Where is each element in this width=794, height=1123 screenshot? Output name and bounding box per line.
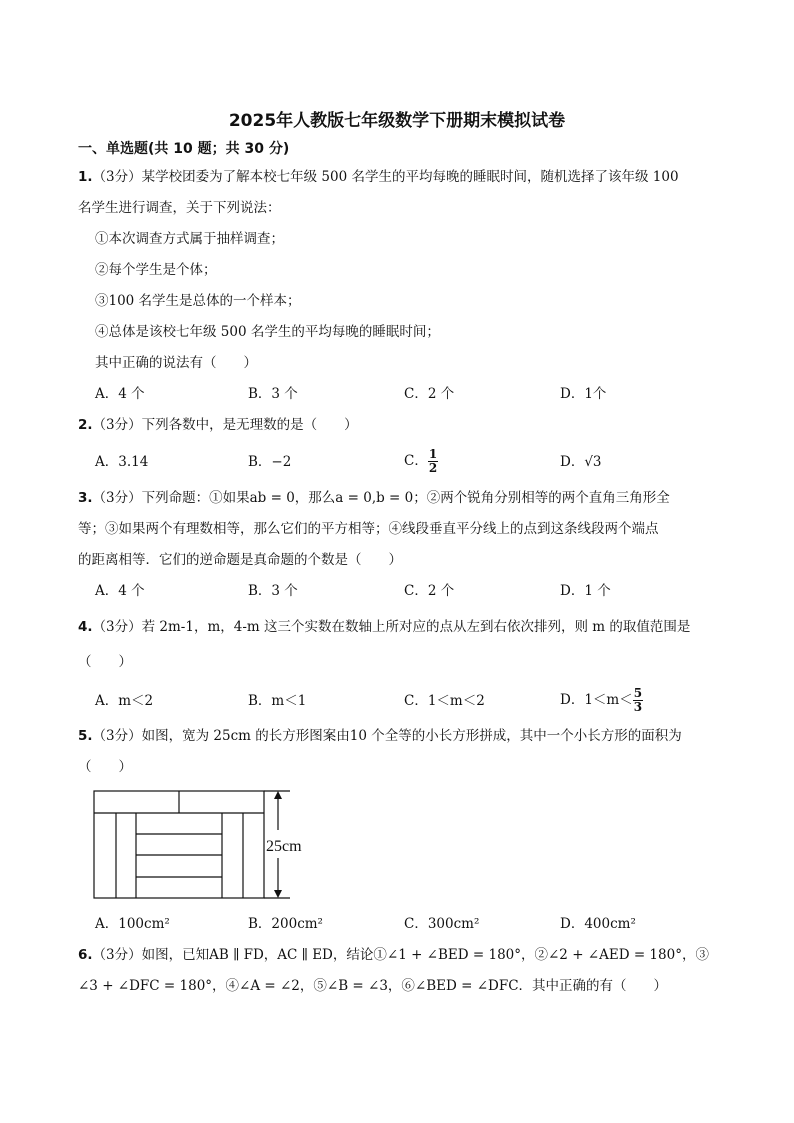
question-6-line-1: [78, 946, 709, 964]
question-4-line-1: [78, 618, 690, 636]
question-text: 如图，宽为 25cm 的长方形图案由10 个全等的小长方形拼成，其中一个小长方形的面积为: [141, 728, 682, 744]
question-5-line-2: （ ）: [78, 759, 132, 775]
question-2-stem: [78, 416, 358, 434]
question-1-ask: 其中正确的说法有（ ）: [95, 355, 257, 371]
question-3-line-2: 等；③如果两个有理数相等，那么它们的平方相等；④线段垂直平分线上的点到这条线段两个端点: [78, 521, 659, 537]
option-b[interactable]: B．3 个: [248, 583, 298, 599]
question-1-line-1: [78, 168, 679, 186]
option-label: D．1＜m＜: [560, 692, 633, 708]
dimension-label: 25cm: [266, 838, 302, 855]
question-score: （3分）: [92, 947, 142, 963]
arrow-down-icon: [274, 890, 282, 898]
fraction-denominator: 3: [633, 700, 643, 714]
section-heading: 一、单选题(共 10 题；共 30 分): [78, 141, 290, 157]
option-b[interactable]: B．−2: [248, 454, 292, 470]
question-1-statement-4: ④总体是该校七年级 500 名学生的平均每晚的睡眠时间；: [95, 324, 440, 340]
option-d[interactable]: D．400cm²: [560, 916, 636, 932]
fraction-denominator: 2: [428, 461, 438, 475]
option-c[interactable]: [404, 443, 438, 479]
page-title: 2025年人教版七年级数学下册期末模拟试卷: [228, 111, 566, 131]
option-d[interactable]: D．1个: [560, 386, 607, 402]
option-d[interactable]: D．√3: [560, 454, 602, 470]
question-number: 3.: [78, 490, 93, 506]
question-text: 若 2m-1，m，4-m 这三个实数在数轴上所对应的点从左到右依次排列，则 m 的取值范围是: [141, 619, 691, 635]
question-text: 某学校团委为了解本校七年级 500 名学生的平均每晚的睡眠时间，随机选择了该年级 100: [141, 169, 679, 185]
question-number: 6.: [78, 947, 93, 963]
question-number: 5.: [78, 728, 93, 744]
option-b[interactable]: B．200cm²: [248, 916, 323, 932]
option-d[interactable]: D．1 个: [560, 583, 611, 599]
question-5-line-1: [78, 727, 682, 745]
question-number: 2.: [78, 417, 93, 433]
option-c[interactable]: C．300cm²: [404, 916, 480, 932]
arrow-up-icon: [274, 791, 282, 799]
question-3-line-3: 的距离相等．它们的逆命题是真命题的个数是（ ）: [78, 552, 402, 568]
rectangle-figure: [90, 788, 330, 902]
question-1-statement-3: ③100 名学生是总体的一个样本；: [95, 293, 301, 309]
fraction-numerator: 5: [633, 686, 643, 700]
option-b[interactable]: B．m＜1: [248, 693, 307, 709]
option-a[interactable]: A．m＜2: [95, 693, 154, 709]
option-a[interactable]: A．3.14: [95, 454, 149, 470]
question-6-line-2: ∠3 + ∠DFC = 180°，④∠A = ∠2，⑤∠B = ∠3，⑥∠BED = ∠DFC．其中正确的有（ ）: [78, 978, 668, 994]
question-1-statement-2: ②每个学生是个体；: [95, 262, 217, 278]
question-score: （3分）: [92, 619, 142, 635]
question-number: 1.: [78, 169, 93, 185]
question-3-line-1: [78, 489, 670, 507]
option-c[interactable]: C．2 个: [404, 583, 455, 599]
question-1-statement-1: ①本次调查方式属于抽样调查；: [95, 231, 284, 247]
question-score: （3分）: [92, 417, 142, 433]
option-label: C．: [404, 453, 428, 469]
question-1-line-2: 名学生进行调查，关于下列说法：: [78, 200, 281, 216]
fraction-numerator: 1: [428, 447, 438, 461]
option-d[interactable]: [560, 682, 643, 718]
question-score: （3分）: [92, 169, 142, 185]
question-score: （3分）: [92, 490, 142, 506]
question-number: 4.: [78, 619, 93, 635]
fraction: [428, 448, 438, 475]
option-c[interactable]: C．2 个: [404, 386, 455, 402]
question-text: 下列命题：①如果ab = 0，那么a = 0,b = 0；②两个锐角分别相等的两个直角三角形全: [141, 490, 670, 506]
question-text: 下列各数中，是无理数的是（ ）: [141, 417, 358, 433]
question-score: （3分）: [92, 728, 142, 744]
option-a[interactable]: A．4 个: [95, 583, 145, 599]
option-a[interactable]: A．100cm²: [95, 916, 170, 932]
option-c[interactable]: C．1＜m＜2: [404, 693, 485, 709]
question-4-line-2: （ ）: [78, 654, 132, 670]
fraction: [633, 687, 643, 714]
question-text: 如图，已知AB ∥ FD，AC ∥ ED，结论①∠1 + ∠BED = 180°，②∠2 + ∠AED = 180°，③: [141, 947, 709, 963]
option-b[interactable]: B．3 个: [248, 386, 298, 402]
option-a[interactable]: A．4 个: [95, 386, 145, 402]
